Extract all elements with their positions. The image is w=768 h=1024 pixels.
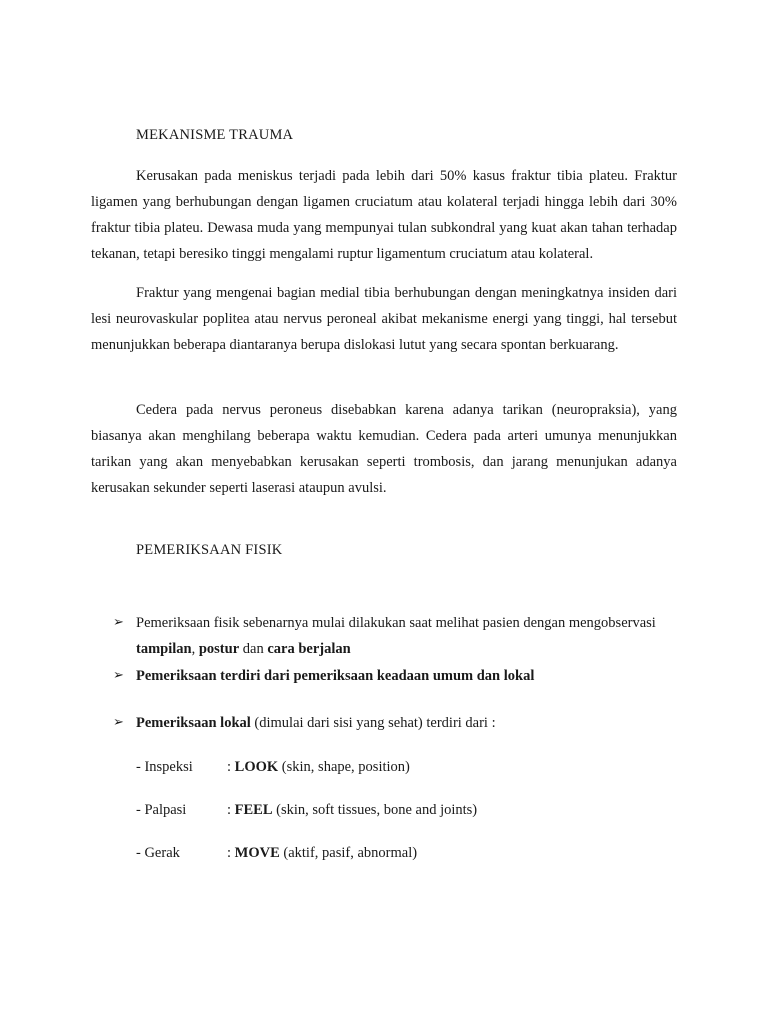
bullet-bold-postur: postur <box>198 641 240 657</box>
bullet-item-observasi <box>113 610 683 662</box>
bullet-item-pemeriksaan-lokal <box>113 710 683 736</box>
exam-row-palpasi <box>136 799 477 821</box>
exam-row-gerak <box>136 842 417 864</box>
exam-separator: : <box>227 759 235 775</box>
exam-detail: (skin, soft tissues, bone and joints) <box>272 802 478 818</box>
exam-keyword: MOVE <box>234 845 280 861</box>
section-heading-mekanisme-trauma: MEKANISME TRAUMA <box>136 127 294 143</box>
arrow-bullet-icon: ➢ <box>113 668 124 683</box>
bullet-text: dan <box>239 641 268 657</box>
bullet-bold-text: Pemeriksaan terdiri dari pemeriksaan keadaan umum dan lokal <box>136 668 535 684</box>
exam-label: - Gerak <box>136 845 180 861</box>
bullet-bold-text: Pemeriksaan lokal <box>136 715 251 731</box>
exam-keyword: FEEL <box>234 802 273 818</box>
bullet-text: (dimulai dari sisi yang sehat) terdiri dari : <box>250 715 496 731</box>
section-heading-pemeriksaan-fisik: PEMERIKSAAN FISIK <box>136 542 283 558</box>
exam-row-inspeksi <box>136 756 410 778</box>
exam-label: - Palpasi <box>136 802 187 818</box>
paragraph-fraktur-medial: Fraktur yang mengenai bagian medial tibia berhubungan dengan meningkatnya insiden dari lesi neurovaskular poplitea atau nervus peroneal akibat mekanisme energi yang tinggi, hal tersebut menunjukkan beberapa diantaranya berupa dislokasi lutut yang secara spontan berkuarang. <box>91 285 677 353</box>
paragraph-meniskus: Kerusakan pada meniskus terjadi pada lebih dari 50% kasus fraktur tibia plateu. Fraktur ligamen yang berhubungan dengan ligamen cruciatum atau kolateral terjadi hingga lebih dari 30% fraktur tibia plateu. Dewasa muda yang mempunyai tulan subkondral yang kuat akan tahan terhadap tekanan, tetapi beresiko tinggi mengalami ruptur ligamentum cruciatum atau kolateral. <box>91 168 677 262</box>
bullet-item-keadaan-umum <box>113 663 683 689</box>
exam-detail: (skin, shape, position) <box>278 759 410 775</box>
exam-separator: : <box>227 802 235 818</box>
paragraph-cedera-nervus: Cedera pada nervus peroneus disebabkan karena adanya tarikan (neuropraksia), yang biasanya akan menghilang beberapa waktu kemudian. Cedera pada arteri umunya menunjukkan tarikan yang akan menyebabkan kerusakan seperti trombosis, dan jarang menunjukan adanya kerusakan sekunder seperti laserasi ataupun avulsi. <box>91 402 677 496</box>
exam-detail: (aktif, pasif, abnormal) <box>279 845 418 861</box>
bullet-text: , <box>191 641 199 657</box>
bullet-bold-cara-berjalan: cara berjalan <box>267 641 351 657</box>
arrow-bullet-icon: ➢ <box>113 715 124 730</box>
exam-keyword: LOOK <box>234 759 279 775</box>
exam-separator: : <box>227 845 235 861</box>
exam-label: - Inspeksi <box>136 759 193 775</box>
bullet-bold-tampilan: tampilan <box>136 641 192 657</box>
arrow-bullet-icon: ➢ <box>113 615 124 630</box>
bullet-text: Pemeriksaan fisik sebenarnya mulai dilakukan saat melihat pasien dengan mengobservasi <box>136 615 656 631</box>
